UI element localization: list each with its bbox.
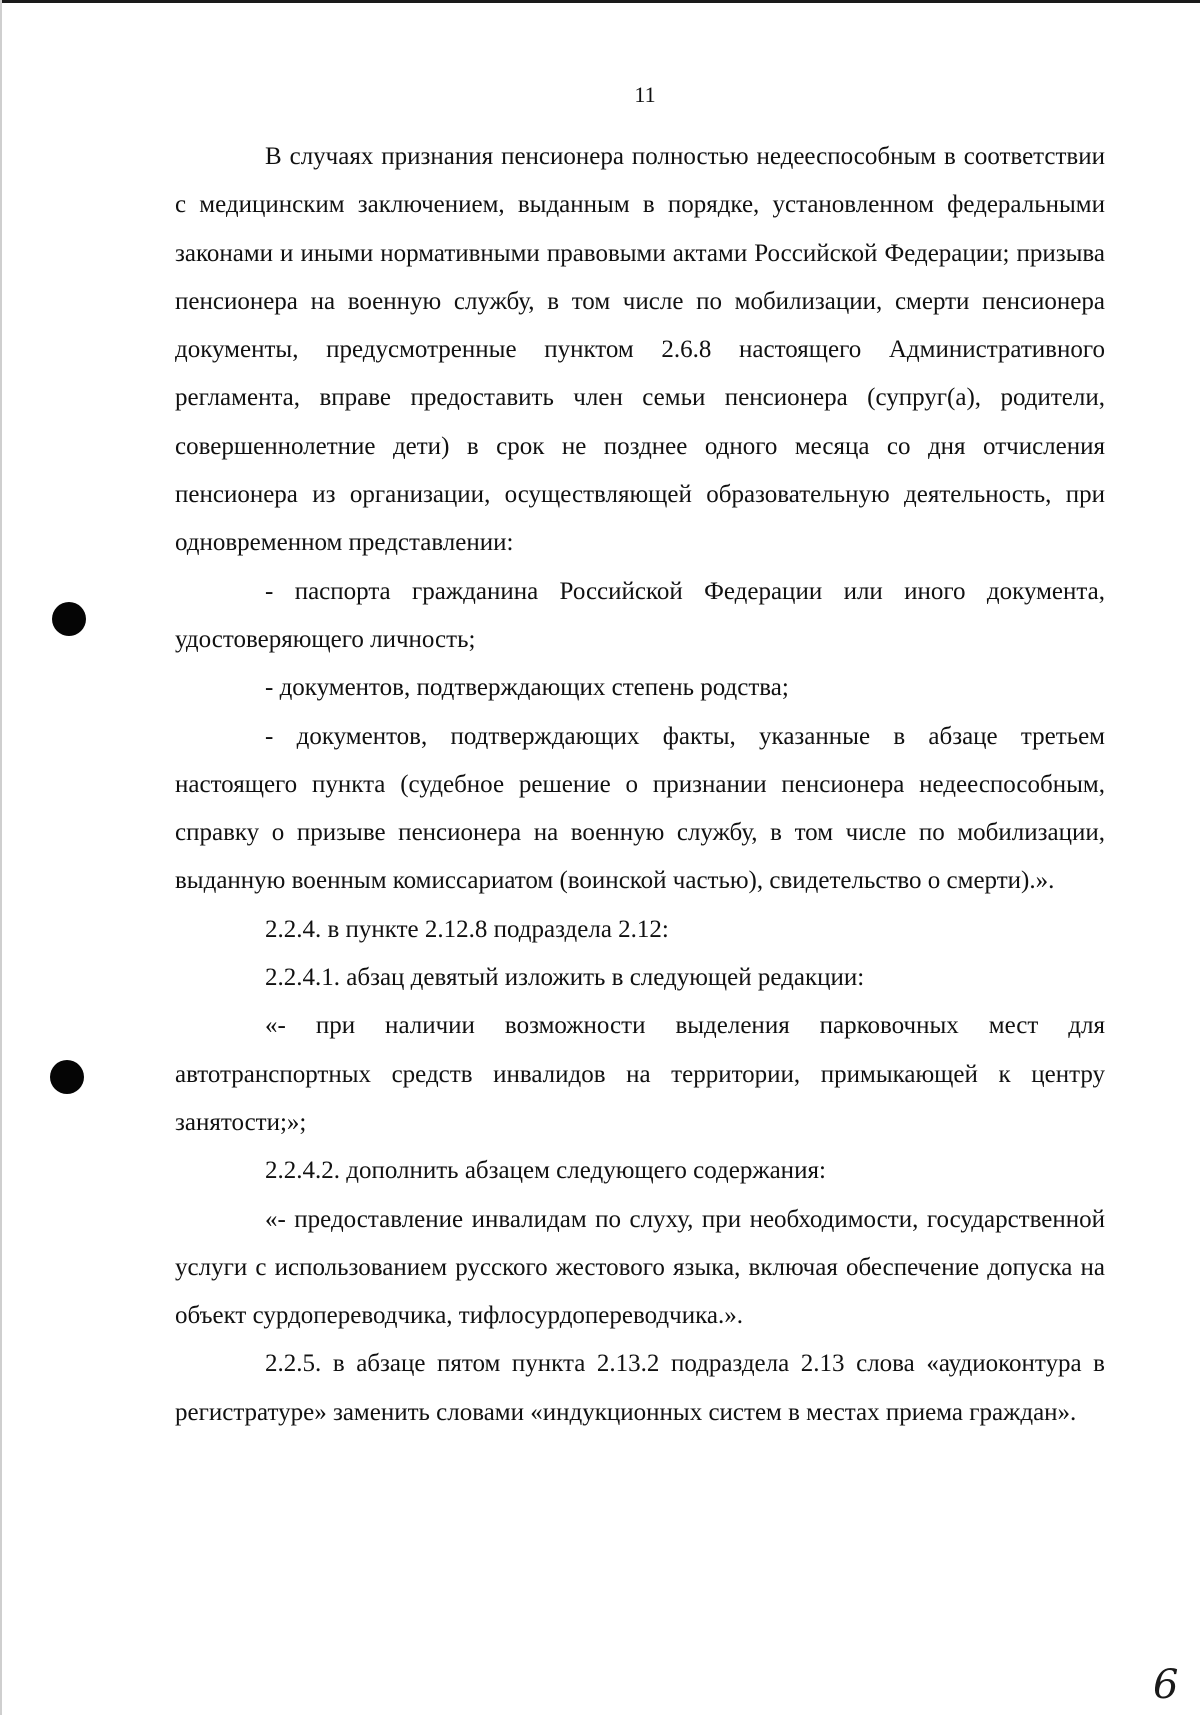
document-body — [175, 133, 1105, 1437]
paragraph-incapacity-documents: В случаях признания пенсионера полностью недееспособным в соответствии с медицинским заключением, выданным в порядке, установленном федеральными законами и иными нормативными правовыми актами Российской Федерации; призыва пенсионера на военную службу, в том числе по мобилизации, смерти пенсионера документы, предусмотренные пунктом 2.6.8 настоящего Административного регламента, вправе предоставить член семьи пенсионера (супруг(а), родители, совершеннолетние дети) в срок не позднее одного месяца со дня отчисления пенсионера из организации, осуществляющей образовательную деятельность, при одновременном представлении: — [175, 143, 1105, 557]
clause-2-2-4: 2.2.4. в пункте 2.12.8 подраздела 2.12: — [265, 915, 669, 943]
list-item-kinship-documents: - документов, подтверждающих степень родства; — [265, 674, 789, 702]
scan-left-edge — [0, 0, 2, 1715]
clause-2-2-4-2: 2.2.4.2. дополнить абзацем следующего содержания: — [265, 1157, 826, 1185]
quote-sign-language: «- предоставление инвалидам по слуху, при необходимости, государственной услуги с использованием русского жестового языка, включая обеспечение допуска на объект сурдопереводчика, тифлосурдопереводчика.». — [175, 1205, 1105, 1330]
handwritten-page-mark: 6 — [1153, 1662, 1179, 1708]
scan-top-edge — [0, 0, 1200, 3]
punch-hole-bottom — [50, 1060, 84, 1094]
clause-2-2-5: 2.2.5. в абзаце пятом пункта 2.13.2 подраздела 2.13 слова «аудиоконтура в регистратуре» заменить словами «индукционных систем в местах приема граждан». — [175, 1350, 1105, 1426]
punch-hole-top — [52, 602, 86, 636]
list-item-passport: - паспорта гражданина Российской Федерации или иного документа, удостоверяющего личность; — [175, 577, 1105, 653]
quote-parking: «- при наличии возможности выделения парковочных мест для автотранспортных средств инвалидов на территории, примыкающей к центру занятости;»; — [175, 1012, 1105, 1136]
page-number: 11 — [634, 82, 656, 107]
clause-2-2-4-1: 2.2.4.1. абзац девятый изложить в следующей редакции: — [265, 964, 865, 992]
list-item-fact-documents: - документов, подтверждающих факты, указанные в абзаце третьем настоящего пункта (судебное решение о признании пенсионера недееспособным, справку о призыве пенсионера на военную службу, в том числе по мобилизации, выданную военным комиссариатом (воинской частью), свидетельство о смерти).». — [175, 722, 1105, 895]
